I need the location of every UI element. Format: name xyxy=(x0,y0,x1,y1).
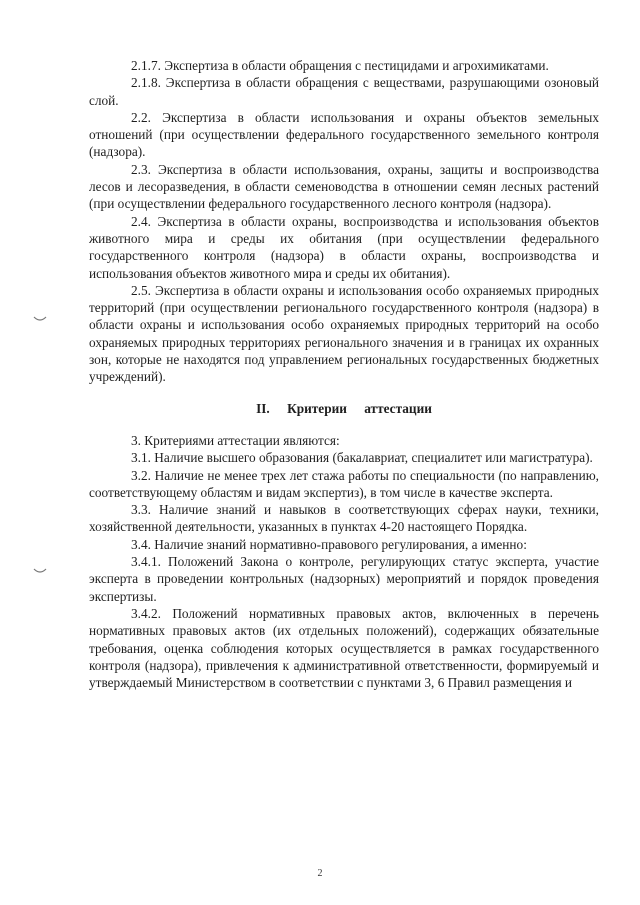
paragraph-2-5: 2.5. Экспертиза в области охраны и использования особо охраняемых природных территорий (при осуществлении регионального государственного контроля (надзора) в области охраны и использования особо охраняемых природных территорий на особо охраняемых природных территориях регионального значения и в границах их охранных зон, которые не находятся под управлением региональных государственных бюджетных учреждений). xyxy=(89,282,599,385)
paragraph-2-3: 2.3. Экспертиза в области использования, охраны, защиты и воспроизводства лесов и лесоразведения, в области семеноводства в отношении семян лесных растений (при осуществлении федерального государственного лесного контроля (надзора). xyxy=(89,161,599,212)
paragraph-2-4: 2.4. Экспертиза в области охраны, воспроизводства и использования объектов животного мира и среды их обитания (при осуществлении федерального государственного контроля (надзора) в области охраны, воспроизводства и использования объектов животного мира и среды их обитания). xyxy=(89,213,599,281)
paragraph-3-4-2: 3.4.2. Положений нормативных правовых актов, включенных в перечень нормативных правовых актов (их отдельных положений), содержащих обязательные требования, оценка соблюдения которых осуществляется в рамках государственного контроля (надзора), привлечения к административной ответственности, формируемый и утверждаемый Министерством в соответствии с пунктами 3, 6 Правил размещения и xyxy=(89,605,599,691)
paragraph-3: 3. Критериями аттестации являются: xyxy=(131,432,340,448)
paragraph-3-3: 3.3. Наличие знаний и навыков в соответствующих сферах науки, техники, хозяйственной деятельности, указанных в пунктах 4-20 настоящего Порядка. xyxy=(89,502,599,535)
punch-hole-mark-top xyxy=(33,316,47,322)
paragraph-3-2: 3.2. Наличие не менее трех лет стажа работы по специальности (по направлению, соответствующему областям и видам экспертиз), в том числе в качестве эксперта. xyxy=(89,467,599,500)
punch-hole-mark-bottom xyxy=(33,568,47,574)
paragraph-2-1-7: 2.1.7. Экспертиза в области обращения с пестицидами и агрохимикатами. xyxy=(131,58,549,73)
section-heading: II. Критерии аттестации xyxy=(256,400,432,416)
paragraph-2-1-8: 2.1.8. Экспертиза в области обращения с веществами, разрушающими озоновый слой. xyxy=(89,75,599,108)
document-body xyxy=(89,57,599,691)
paragraph-3-1: 3.1. Наличие высшего образования (бакалавриат, специалитет или магистратура). xyxy=(131,450,593,466)
paragraph-2-2: 2.2. Экспертиза в области использования и охраны объектов земельных отношений (при осуществлении федерального государственного земельного контроля (надзора). xyxy=(89,109,599,160)
paragraph-3-4-1: 3.4.1. Положений Закона о контроле, регулирующих статус эксперта, участие эксперта в проведении контрольных (надзорных) мероприятий и порядок проведения экспертизы. xyxy=(89,554,599,604)
page-number: 2 xyxy=(317,868,323,879)
paragraph-3-4: 3.4. Наличие знаний нормативно-правового регулирования, а именно: xyxy=(131,536,527,552)
